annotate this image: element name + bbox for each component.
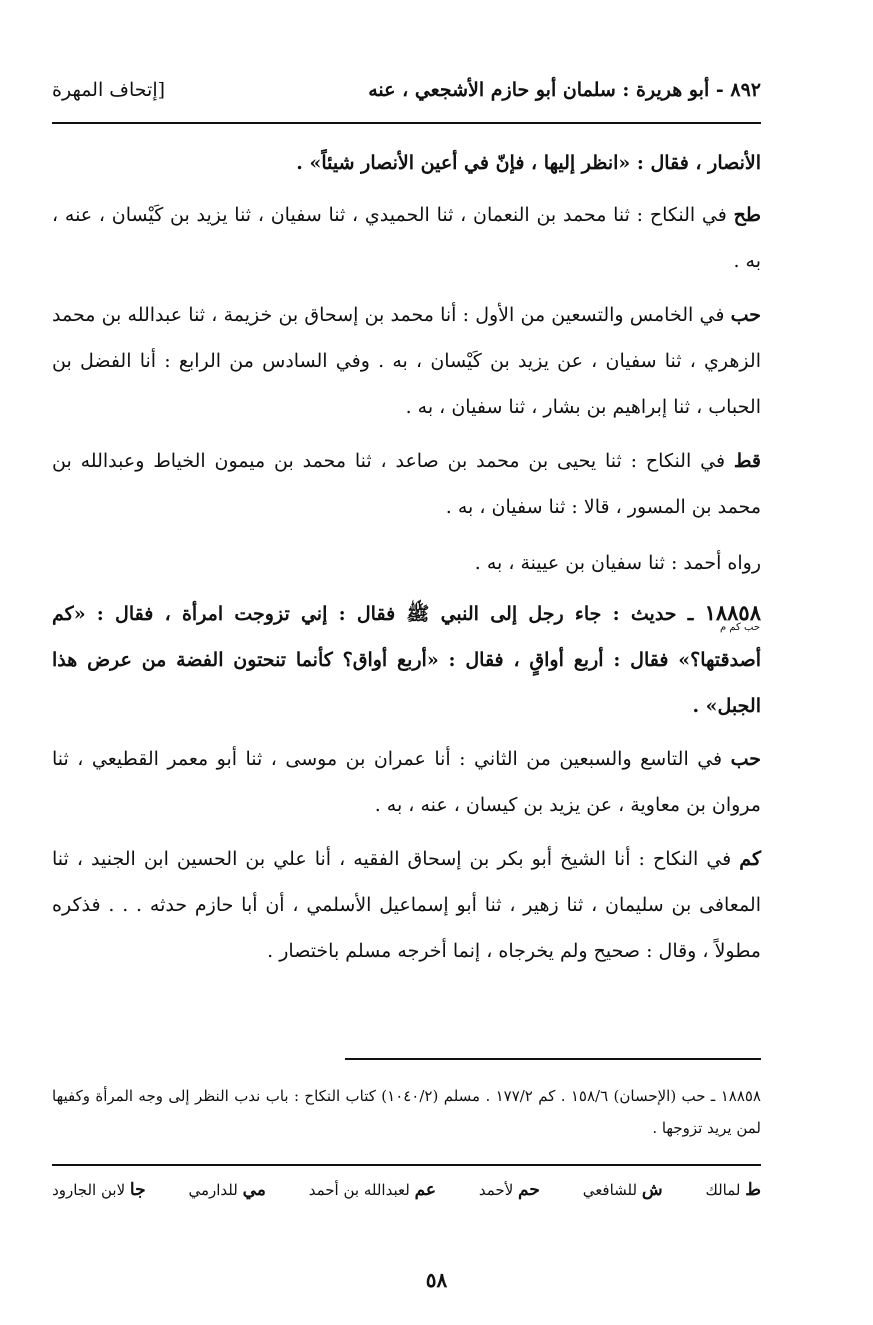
footnote: ١٨٨٥٨ ـ حب (الإحسان) ١٥٨/٦ . كم ١٧٧/٢ . مسلم (١٠٤٠/٢) كتاب النكاح : باب ندب النظر إلى وجه المرأة وكفيها لمن يريد تزوجها . [52,1087,761,1137]
paragraph-text: في الخامس والتسعين من الأول : أنا محمد بن إسحاق بن خزيمة ، ثنا عبدالله بن محمد الزهري ، ثنا سفيان ، عن يزيد بن كَيْسان ، به . وفي السادس من الرابع : أنا الفضل بن الحباب ، ثنا إبراهيم بن بشار ، ثنا سفيان ، به . [52,304,761,418]
abbreviation-label: للشافعي [582,1181,642,1199]
abbreviations-rule [52,1164,761,1166]
footnote-rule [345,1058,761,1060]
abbreviation-item [705,1180,761,1200]
abbreviation-code: عم [414,1180,437,1200]
hadith-entry [52,590,761,729]
abbreviation-label: لابن الجارود [52,1181,130,1199]
paragraph-text: رواه أحمد : ثنا سفيان بن عيينة ، به . [474,552,761,574]
abbreviation-label: للدارمي [188,1181,243,1199]
source-code: كم [739,848,761,870]
source-code: حب [730,748,761,770]
hadith-number: ١٨٨٥٨ [704,600,761,625]
hadith-text: ـ حديث : جاء رجل إلى النبي ﷺ فقال : إني تزوجت امرأة ، فقال : «كم أصدقتها؟» فقال : أربع أواقٍ ، فقال : «أربع أواق؟ كأنما تنحتون الفضة من عرض هذا الجبل» . [52,603,761,717]
paragraph-0 [52,140,761,186]
abbreviation-label: لمالك [705,1181,746,1199]
running-header [52,72,761,108]
hadith-margin-codes: حب كم م [720,622,760,633]
abbreviation-label: لعبدالله بن أحمد [308,1181,415,1199]
paragraph-text: في النكاح : ثنا يحيى بن محمد بن صاعد ، ثنا محمد بن ميمون الخياط وعبدالله بن محمد بن المسور ، قالا : ثنا سفيان ، به . [52,450,761,518]
page-number: ٥٨ [425,1268,448,1292]
abbreviation-code: ط [745,1180,761,1200]
abbreviation-code: مي [242,1180,266,1200]
abbreviation-item [309,1180,436,1200]
abbreviation-code: حم [518,1180,540,1200]
source-code: حب [730,304,761,326]
abbreviations-key [52,1180,761,1200]
paragraph-2 [52,292,761,430]
paragraph-text: في النكاح : أنا الشيخ أبو بكر بن إسحاق الفقيه ، أنا علي بن الحسين ابن الجنيد ، ثنا المعافى بن سليمان ، ثنا زهير ، ثنا أبو إسماعيل الأسلمي ، أن أبا حازم حدثه . . . فذكره مطولاً ، وقال : صحيح ولم يخرجاه ، إنما أخرجه مسلم باختصار . [52,848,761,962]
paragraph-3 [52,438,761,530]
paragraph-6 [52,836,761,974]
abbreviation-item [52,1180,146,1200]
page-heading: ٨٩٢ - أبو هريرة : سلمان أبو حازم الأشجعي ، عنه [368,79,761,101]
paragraph-text: في النكاح : ثنا محمد بن النعمان ، ثنا الحميدي ، ثنا سفيان ، ثنا يزيد بن كَيْسان ، عنه ، به . [52,204,761,272]
abbreviation-code: جا [129,1180,146,1200]
source-code: طح [733,204,761,226]
paragraph-4 [52,540,761,586]
book-title: [إتحاف المهرة [52,79,166,101]
source-code: قط [733,450,761,472]
abbreviation-code: ش [641,1180,663,1200]
abbreviation-item [188,1180,265,1200]
paragraph-text: الأنصار ، فقال : «انظر إليها ، فإنّ في أعين الأنصار شيئاً» . [296,152,761,174]
paragraph-text: في التاسع والسبعين من الثاني : أنا عمران بن موسى ، ثنا أبو معمر القطيعي ، ثنا مروان بن معاوية ، عن يزيد بن كيسان ، عنه ، به . [52,748,761,816]
abbreviation-item [479,1180,540,1200]
abbreviation-item [583,1180,663,1200]
paragraph-5 [52,736,761,828]
abbreviation-label: لأحمد [478,1181,519,1199]
header-rule [52,122,761,124]
paragraph-1 [52,192,761,284]
